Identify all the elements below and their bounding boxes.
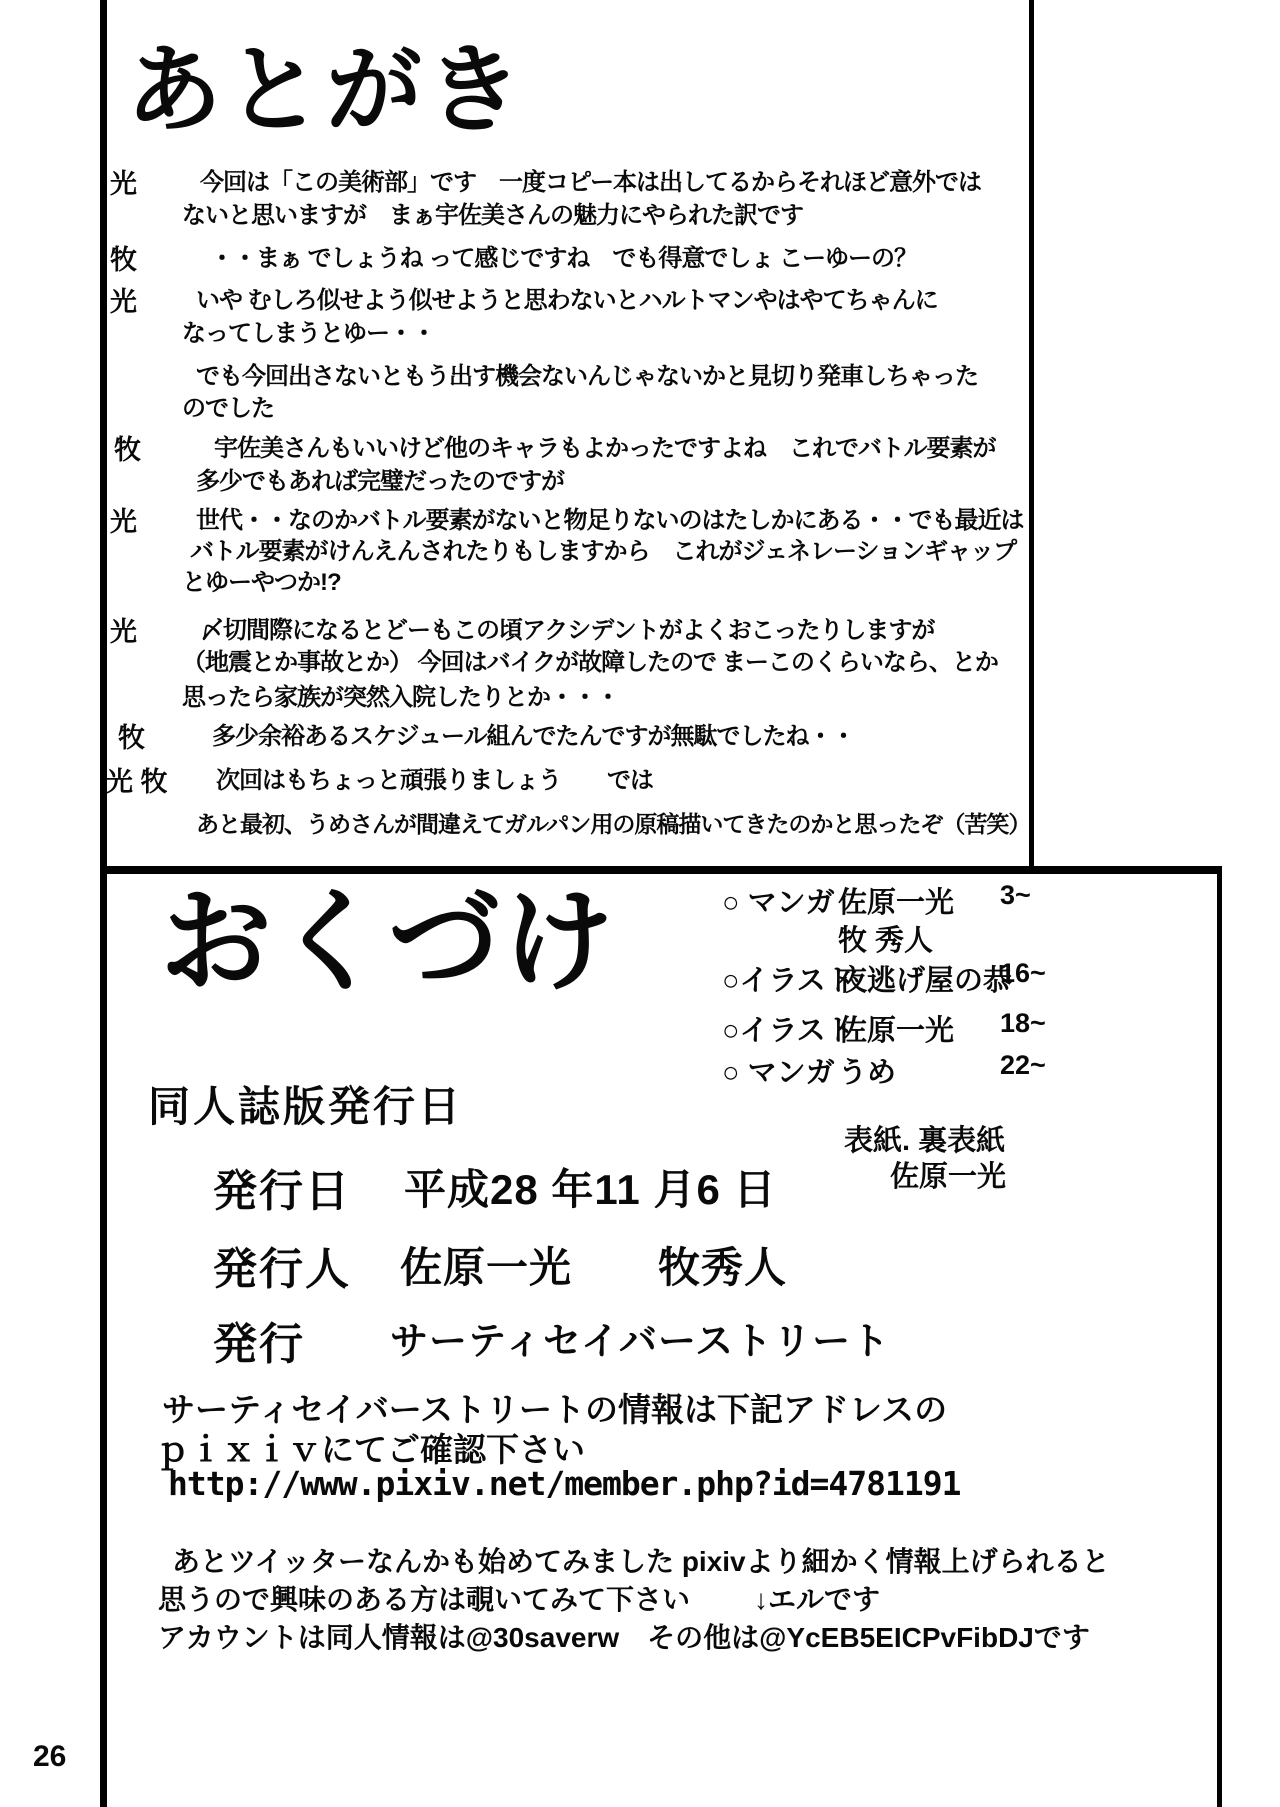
dialogue-line: 思ったら家族が突然入院したりとか・・・ — [182, 684, 619, 711]
left-frame-rule — [100, 0, 107, 1807]
credit-row — [722, 1008, 1222, 1047]
cover-credit-name: 佐原一光 — [890, 1161, 1007, 1193]
publication-value: 佐原一光 牧秀人 — [400, 1244, 788, 1291]
credit-page: 3~ — [1000, 880, 1031, 910]
credit-row — [722, 1050, 1222, 1089]
dialogue-line: 次回はもちょっと頑張りましょう では — [216, 767, 653, 794]
dialogue-line: 今回は「この美術部」です 一度コピー本は出してるからそれほど意外では — [200, 169, 982, 196]
credits-list — [722, 880, 1222, 1200]
credit-page: 22~ — [1000, 1050, 1046, 1080]
colophon-title: おくづけ — [160, 879, 616, 1004]
speaker-label: 光 — [110, 617, 137, 647]
dialogue-line: なってしまうとゆー・・ — [182, 320, 435, 347]
dialogue-line: 多少余裕あるスケジュール組んでたんですが無駄でしたね・・ — [212, 723, 855, 750]
dialogue-line: （地震とか事故とか） 今回はバイクが故障したので まーこのくらいなら、とか — [182, 649, 998, 676]
pixiv-note-line: サーティセイバーストリートの情報は下記アドレスの — [162, 1391, 948, 1428]
dialogue-line: あと最初、うめさんが間違えてガルパン用の原稿描いてきたのかと思ったぞ（苦笑） — [196, 811, 1031, 837]
dialogue-line: 世代・・なのかバトル要素がないと物足りないのはたしかにある・・でも最近は — [196, 507, 1024, 534]
dialogue-line: ないと思いますが まぁ宇佐美さんの魅力にやられた訳です — [182, 202, 803, 229]
dialogue-line: 宇佐美さんもいいけど他のキャラもよかったですよね これでバトル要素が — [214, 435, 996, 462]
credit-page: 18~ — [1000, 1008, 1046, 1038]
arrow-annotation: ↓エルです — [754, 1584, 881, 1615]
pixiv-url: http://www.pixiv.net/member.php?id=4781191 — [168, 1464, 961, 1503]
dialogue-line: でも今回出さないともう出す機会ないんじゃないかと見切り発車しちゃった — [196, 363, 978, 390]
dialogue-line: のでした — [182, 395, 274, 422]
publication-value: サーティセイバーストリート — [390, 1321, 891, 1363]
speaker-label: 牧 — [114, 435, 141, 465]
credit-row — [722, 918, 1222, 957]
publication-heading: 同人誌版発行日 — [148, 1083, 464, 1130]
credit-role: ○イラスト — [722, 965, 855, 997]
speaker-label: 光 牧 — [106, 767, 168, 797]
credit-role: ○イラスト — [722, 1015, 855, 1047]
publication-label: 発行日 — [213, 1167, 351, 1216]
dialogue-line: バトル要素がけんえんされたりもしますから これがジェネレーションギャップ — [190, 538, 1017, 565]
credit-row — [722, 958, 1222, 997]
credit-name: 牧 秀人 — [838, 925, 934, 957]
dialogue-line: ・・まぁ でしょうね って感じですね でも得意でしょ こーゆーの？ — [210, 245, 918, 272]
dialogue-line: 多少でもあれば完璧だったのですが — [196, 468, 564, 495]
credit-row — [722, 880, 1222, 919]
publication-label: 発行人 — [213, 1245, 351, 1294]
credit-name: 佐原一光 — [838, 1015, 955, 1047]
twitter-note-text: 思うので興味のある方は覗いてみて下さい — [158, 1584, 691, 1615]
speaker-label: 光 — [110, 287, 137, 317]
dialogue-line: いや むしろ似せよう似せようと思わないとハルトマンやはやてちゃんに — [196, 287, 938, 314]
twitter-note-line — [158, 1578, 881, 1618]
speaker-label: 光 — [110, 169, 137, 199]
speaker-label: 牧 — [110, 245, 137, 275]
publication-value: 平成28 年11 月6 日 — [404, 1166, 777, 1213]
pixiv-note-line: ｐｉｘｉｖにてご確認下さい — [156, 1431, 585, 1468]
twitter-note-line: アカウントは同人情報は@30saverw その他は@YcEB5EICPvFibDJです — [158, 1622, 1090, 1653]
credit-page: 16~ — [1000, 958, 1046, 988]
publication-label: 発行 — [213, 1320, 305, 1369]
credit-role: ○ マンガ — [722, 887, 835, 919]
speaker-label: 牧 — [118, 723, 145, 753]
speaker-label: 光 — [110, 507, 137, 537]
credit-role: ○ マンガ — [722, 1057, 835, 1089]
afterword-right-frame-rule — [1029, 0, 1034, 874]
twitter-note-line: あとツイッターなんかも始めてみました pixivより細かく情報上げられると — [172, 1546, 1110, 1577]
credit-name: 夜逃げ屋の恭 — [838, 965, 1013, 997]
dialogue-line: とゆーやつか!? — [182, 569, 341, 596]
afterword-title: あとがき — [126, 37, 526, 144]
page-number: 26 — [33, 1740, 67, 1773]
credit-name: 佐原一光 — [838, 887, 955, 919]
cover-credit-label: 表紙. 裏表紙 — [844, 1125, 1006, 1157]
credit-name: うめ — [838, 1057, 897, 1089]
dialogue-line: 〆切間際になるとどーもこの頃アクシデントがよくおこったりしますが — [200, 617, 935, 644]
